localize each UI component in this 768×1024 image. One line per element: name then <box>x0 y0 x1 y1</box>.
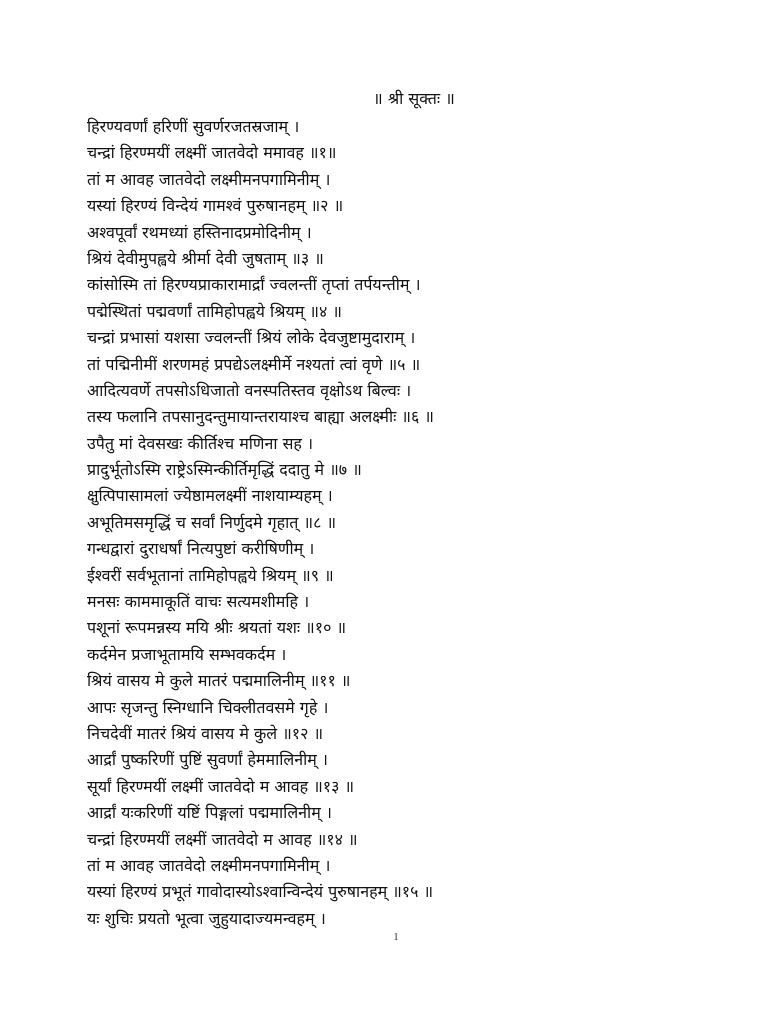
verse-line: यस्यां हिरण्यं प्रभूतं गावोदास्योऽश्वान्विन्देयं पुरुषानहम् ॥१५ ॥ <box>87 882 434 902</box>
verse-line: प्रादुर्भूतोऽस्मि राष्ट्रेऽस्मिन्कीर्तिमृद्धिं ददातु मे ॥७ ॥ <box>87 460 362 480</box>
verse-line: सूर्यां हिरण्मयीं लक्ष्मीं जातवेदो म आवह ॥१३ ॥ <box>87 776 355 796</box>
verse-line: आदित्यवर्णे तपसोऽधिजातो वनस्पतिस्तव वृक्षोऽथ बिल्वः । <box>87 380 412 400</box>
verse-line: उपैतु मां देवसखः कीर्तिश्च मणिना सह । <box>87 433 314 453</box>
verse-list <box>87 114 747 932</box>
verse-line: हिरण्यवर्णां हरिणीं सुवर्णरजतस्रजाम् । <box>87 117 300 136</box>
verse-line: कांसोस्मि तां हिरण्यप्राकारामार्द्रां ज्वलन्तीं तृप्तां तर्पयन्तीम् । <box>87 275 421 295</box>
verse-line: यस्यां हिरण्यं विन्देयं गामश्वं पुरुषानहम् ॥२ ॥ <box>87 196 344 216</box>
verse-line: पद्मेस्थितां पद्मवर्णां तामिहोपह्वये श्रियम् ॥४ ॥ <box>87 301 342 321</box>
verse-line: श्रियं देवीमुपह्वये श्रीर्मा देवी जुषताम् ॥३ ॥ <box>87 248 324 268</box>
verse-line: आपः सृजन्तु स्निग्धानि चिक्लीतवसमे गृहे । <box>87 697 329 717</box>
verse-line: तां म आवह जातवेदो लक्ष्मीमनपगामिनीम् । <box>87 169 331 189</box>
verse-line: चन्द्रां प्रभासां यशसा ज्वलन्तीं श्रियं लोके देवजुष्टामुदाराम् । <box>87 328 416 348</box>
verse-line: निचदेवीं मातरं श्रियं वासय मे कुले ॥१२ ॥ <box>87 723 324 743</box>
verse-line: कर्दमेन प्रजाभूतामयि सम्भवकर्दम । <box>87 644 287 664</box>
verse-line: तस्य फलानि तपसानुदन्तुमायान्तरायाश्च बाह्या अलक्ष्मीः ॥६ ॥ <box>87 407 434 427</box>
verse-line: पशूनां रूपमन्नस्य मयि श्रीः श्रयतां यशः ॥१० ॥ <box>87 618 347 638</box>
verse-line: अभूतिमसमृद्धिं च सर्वां निर्णुदमे गृहात् ॥८ ॥ <box>87 512 337 532</box>
page-number: 1 <box>393 931 399 943</box>
verse-line: तां म आवह जातवेदो लक्ष्मीमनपगामिनीम् । <box>87 855 331 875</box>
verse-line: चन्द्रां हिरण्मयीं लक्ष्मीं जातवेदो म आवह ॥१४ ॥ <box>87 829 358 849</box>
verse-line: आर्द्रां पुष्करिणीं पुष्टिं सुवर्णां हेममालिनीम् । <box>87 750 328 770</box>
verse-line: ईश्वरीं सर्वभूतानां तामिहोपह्वये श्रियम् ॥९ ॥ <box>87 565 334 585</box>
verse-line: गन्धद्वारां दुराधर्षां नित्यपुष्टां करीषिणीम् । <box>87 539 315 559</box>
verse-line: आर्द्रां यःकरिणीं यष्टिं पिङ्गलां पद्ममालिनीम् । <box>87 803 332 823</box>
verse-line: क्षुत्पिपासामलां ज्येष्ठामलक्ष्मीं नाशयाम्यहम् । <box>87 486 333 506</box>
verse-line: श्रियं वासय मे कुले मातरं पद्ममालिनीम् ॥११ ॥ <box>87 671 351 691</box>
document-title: ॥ श्री सूक्तः ॥ <box>373 89 455 108</box>
verse-line: तां पद्मिनीमीं शरणमहं प्रपद्येऽलक्ष्मीर्मे नश्यतां त्वां वृणे ॥५ ॥ <box>87 354 421 374</box>
verse-line: मनसः काममाकूतिं वाचः सत्यमशीमहि । <box>87 592 310 612</box>
verse-line: अश्वपूर्वां रथमध्यां हस्तिनादप्रमोदिनीम् । <box>87 222 312 242</box>
verse-line: यः शुचिः प्रयतो भूत्वा जुहुयादाज्यमन्वहम् । <box>87 908 326 928</box>
verse-line: चन्द्रां हिरण्मयीं लक्ष्मीं जातवेदो ममावह ॥१॥ <box>87 143 337 163</box>
